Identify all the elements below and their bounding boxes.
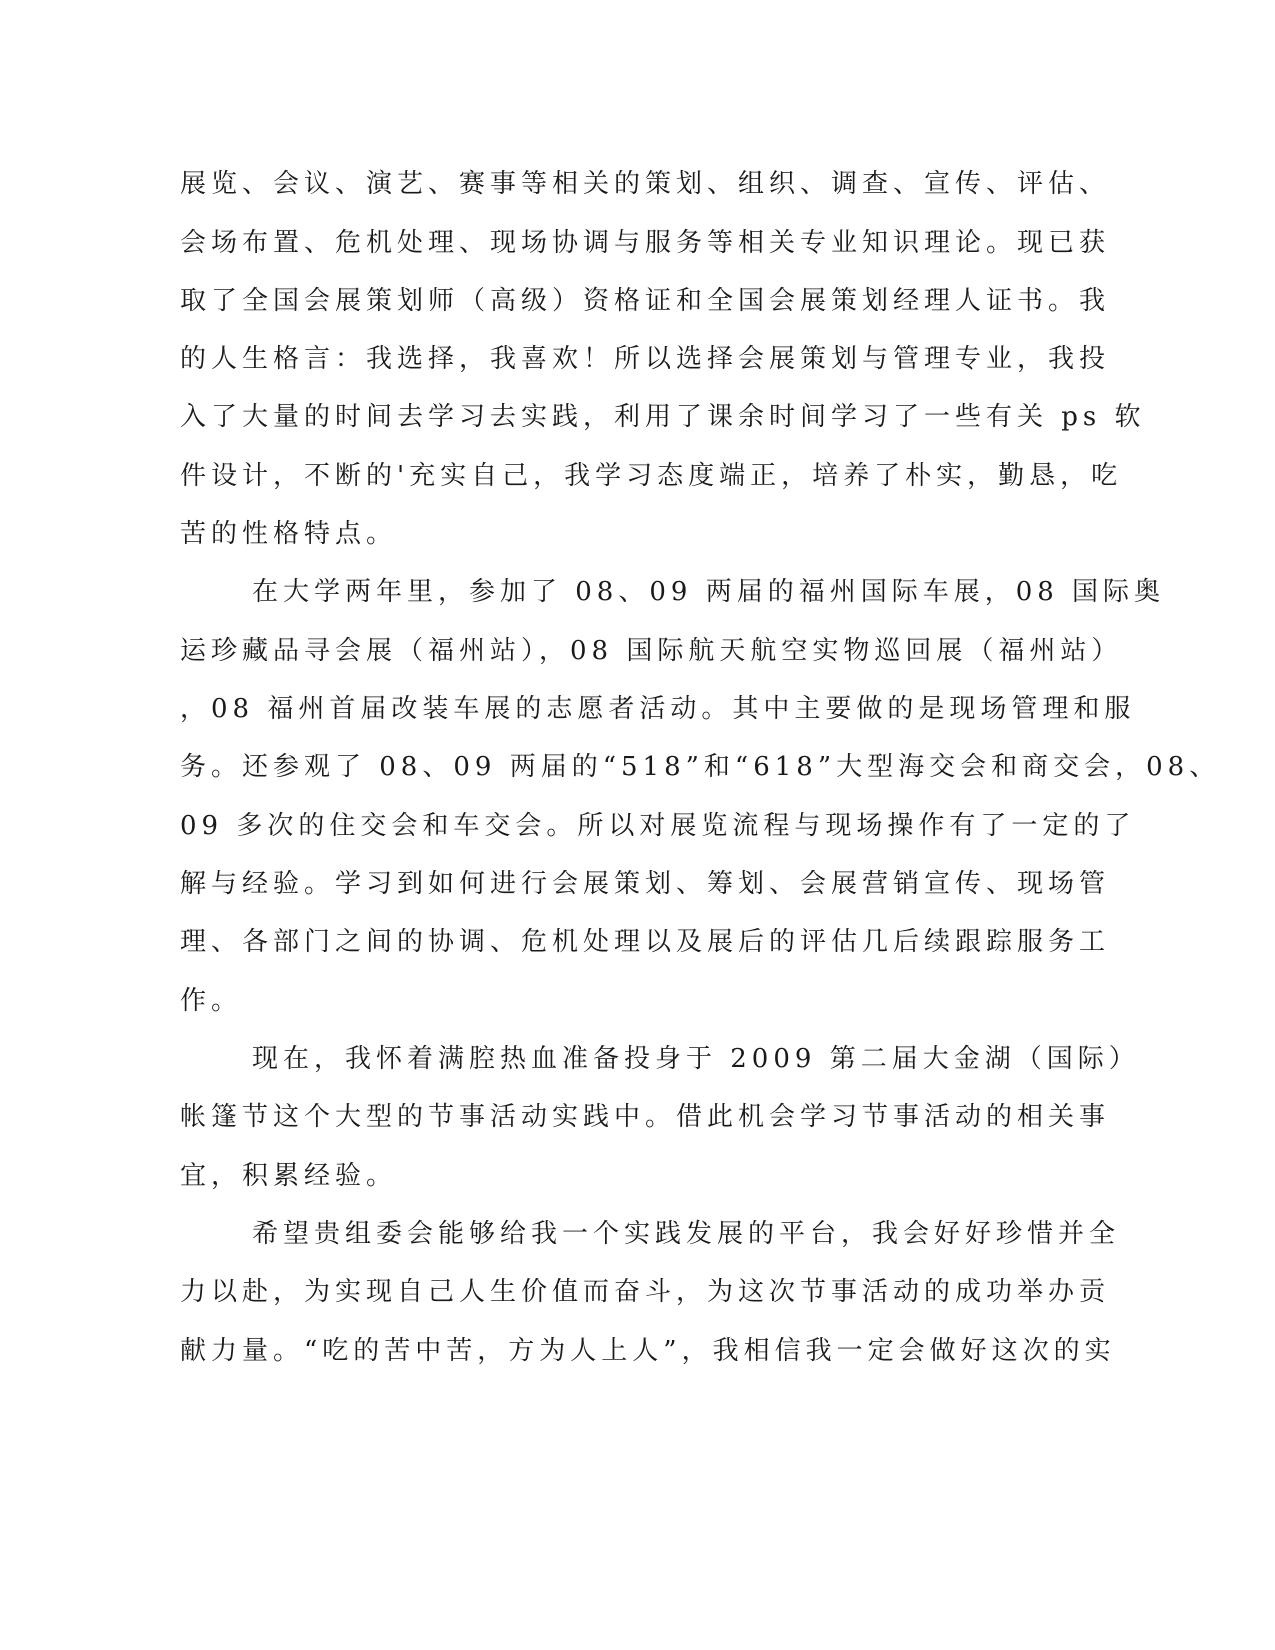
text-line: 展览、会议、演艺、赛事等相关的策划、组织、调查、宣传、评估、 [180,169,1111,199]
text-line: 件设计，不断的'充实自己，我学习态度端正，培养了朴实，勤恳，吃 [180,461,1123,491]
text-line: 的人生格言：我选择，我喜欢！所以选择会展策划与管理专业，我投 [180,344,1111,374]
text-line: 会场布置、危机处理、现场协调与服务等相关专业知识理论。现已获 [180,228,1111,258]
text-line: 帐篷节这个大型的节事活动实践中。借此机会学习节事活动的相关事 [180,1102,1111,1132]
text-line: 献力量。“吃的苦中苦，方为人上人”，我相信我一定会做好这次的实 [180,1336,1116,1366]
text-line: 取了全国会展策划师（高级）资格证和全国会展策划经理人证书。我 [180,286,1111,316]
text-line: 苦的性格特点。 [180,519,398,549]
text-line: ，08 福州首届改装车展的志愿者活动。其中主要做的是现场管理和服 [180,694,1136,724]
text-line: 09 多次的住交会和车交会。所以对展览流程与现场操作有了一定的了 [180,811,1136,841]
text-line: 入了大量的时间去学习去实践，利用了课余时间学习了一些有关 ps 软 [180,402,1146,432]
text-line: 力以赴，为实现自己人生价值而奋斗，为这次节事活动的成功举办贡 [180,1277,1111,1307]
text-line: 宜，积累经验。 [180,1161,398,1191]
text-line: 作。 [180,986,243,1016]
text-line: 解与经验。学习到如何进行会展策划、筹划、会展营销宣传、现场管 [180,869,1111,899]
paragraph-first-line: 在大学两年里，参加了 08、09 两届的福州国际车展，08 国际奥 [252,577,1166,607]
text-line: 运珍藏品寻会展（福州站），08 国际航天航空实物巡回展（福州站） [180,636,1123,666]
paragraph-first-line: 现在，我怀着满腔热血准备投身于 2009 第二届大金湖（国际） [252,1044,1140,1074]
text-line: 务。还参观了 08、09 两届的“518”和“618”大型海交会和商交会，08、 [180,752,1221,782]
text-line: 理、各部门之间的协调、危机处理以及展后的评估几后续跟踪服务工 [180,927,1111,957]
paragraph-first-line: 希望贵组委会能够给我一个实践发展的平台，我会好好珍惜并全 [252,1219,1121,1249]
